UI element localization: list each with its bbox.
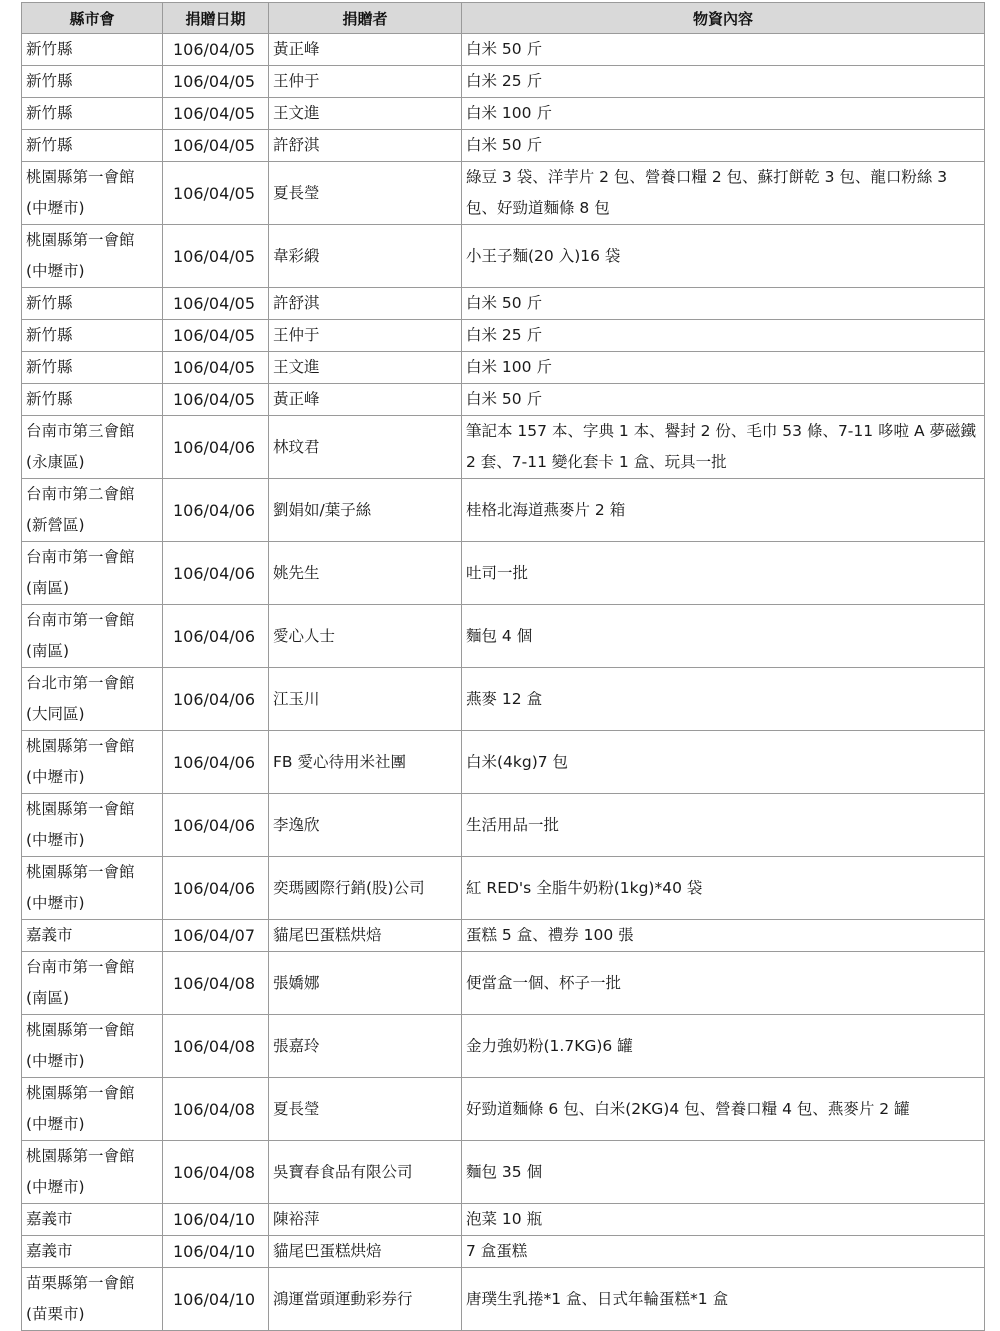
cell-items: 白米 50 斤 <box>462 34 985 66</box>
cell-county: 新竹縣 <box>22 320 163 352</box>
cell-donor: 夏長瑩 <box>269 162 462 225</box>
cell-date: 106/04/10 <box>163 1204 269 1236</box>
cell-date: 106/04/05 <box>163 320 269 352</box>
table-row <box>22 668 985 731</box>
cell-donor: 吳寶春食品有限公司 <box>269 1141 462 1204</box>
cell-date: 106/04/05 <box>163 162 269 225</box>
cell-county: 桃園縣第一會館 (中壢市) <box>22 731 163 794</box>
cell-items: 筆記本 157 本、字典 1 本、譽封 2 份、毛巾 53 條、7-11 哆啦 A 夢磁鐵 2 套、7-11 變化套卡 1 盒、玩具一批 <box>462 416 985 479</box>
cell-date: 106/04/05 <box>163 130 269 162</box>
cell-date: 106/04/05 <box>163 98 269 130</box>
cell-county: 桃園縣第一會館 (中壢市) <box>22 794 163 857</box>
cell-date: 106/04/05 <box>163 384 269 416</box>
cell-donor: 王文進 <box>269 352 462 384</box>
cell-items: 綠豆 3 袋、洋芋片 2 包、營養口糧 2 包、蘇打餅乾 3 包、龍口粉絲 3 包、好勁道麵條 8 包 <box>462 162 985 225</box>
table-row <box>22 1236 985 1268</box>
cell-items: 蛋糕 5 盒、禮券 100 張 <box>462 920 985 952</box>
cell-donor: 許舒淇 <box>269 130 462 162</box>
table-row <box>22 352 985 384</box>
cell-county: 嘉義市 <box>22 1236 163 1268</box>
table-row <box>22 162 985 225</box>
table-row <box>22 416 985 479</box>
cell-items: 白米 50 斤 <box>462 288 985 320</box>
cell-items: 金力強奶粉(1.7KG)6 罐 <box>462 1015 985 1078</box>
table-row <box>22 98 985 130</box>
cell-date: 106/04/08 <box>163 1015 269 1078</box>
table-row <box>22 542 985 605</box>
table-row <box>22 130 985 162</box>
table-row <box>22 794 985 857</box>
cell-county: 桃園縣第一會館 (中壢市) <box>22 225 163 288</box>
cell-donor: 林玟君 <box>269 416 462 479</box>
cell-donor: 王仲于 <box>269 66 462 98</box>
cell-items: 好勁道麵條 6 包、白米(2KG)4 包、營養口糧 4 包、燕麥片 2 罐 <box>462 1078 985 1141</box>
table-row <box>22 320 985 352</box>
cell-county: 桃園縣第一會館 (中壢市) <box>22 1078 163 1141</box>
cell-donor: 姚先生 <box>269 542 462 605</box>
cell-county: 新竹縣 <box>22 34 163 66</box>
header-row <box>22 3 985 34</box>
cell-donor: 王仲于 <box>269 320 462 352</box>
cell-donor: 張嘉玲 <box>269 1015 462 1078</box>
table-body <box>22 34 985 1331</box>
table-row <box>22 288 985 320</box>
table-row <box>22 225 985 288</box>
cell-county: 嘉義市 <box>22 1204 163 1236</box>
cell-county: 嘉義市 <box>22 920 163 952</box>
table-row <box>22 605 985 668</box>
cell-county: 台南市第一會館 (南區) <box>22 952 163 1015</box>
cell-donor: 江玉川 <box>269 668 462 731</box>
cell-donor: 貓尾巴蛋糕烘焙 <box>269 920 462 952</box>
cell-county: 桃園縣第一會館 (中壢市) <box>22 1141 163 1204</box>
cell-county: 桃園縣第一會館 (中壢市) <box>22 162 163 225</box>
cell-date: 106/04/05 <box>163 225 269 288</box>
table-row <box>22 1015 985 1078</box>
cell-items: 白米 100 斤 <box>462 352 985 384</box>
cell-items: 燕麥 12 盒 <box>462 668 985 731</box>
cell-donor: 鴻運當頭運動彩券行 <box>269 1268 462 1331</box>
table-row <box>22 66 985 98</box>
cell-items: 白米(4kg)7 包 <box>462 731 985 794</box>
cell-date: 106/04/06 <box>163 605 269 668</box>
cell-donor: 許舒淇 <box>269 288 462 320</box>
cell-date: 106/04/06 <box>163 542 269 605</box>
cell-county: 新竹縣 <box>22 98 163 130</box>
cell-items: 麵包 4 個 <box>462 605 985 668</box>
cell-donor: 奕瑪國際行銷(股)公司 <box>269 857 462 920</box>
cell-donor: 貓尾巴蛋糕烘焙 <box>269 1236 462 1268</box>
cell-county: 台南市第二會館 (新營區) <box>22 479 163 542</box>
cell-date: 106/04/06 <box>163 416 269 479</box>
cell-county: 台南市第一會館 (南區) <box>22 542 163 605</box>
cell-donor: 韋彩緞 <box>269 225 462 288</box>
cell-county: 新竹縣 <box>22 66 163 98</box>
cell-items: 白米 100 斤 <box>462 98 985 130</box>
cell-date: 106/04/06 <box>163 794 269 857</box>
cell-items: 吐司一批 <box>462 542 985 605</box>
cell-donor: 李逸欣 <box>269 794 462 857</box>
table-row <box>22 1141 985 1204</box>
header-donor: 捐贈者 <box>269 3 462 34</box>
cell-date: 106/04/10 <box>163 1236 269 1268</box>
cell-items: 麵包 35 個 <box>462 1141 985 1204</box>
cell-date: 106/04/05 <box>163 352 269 384</box>
cell-items: 白米 25 斤 <box>462 66 985 98</box>
cell-donor: FB 愛心待用米社團 <box>269 731 462 794</box>
cell-items: 7 盒蛋糕 <box>462 1236 985 1268</box>
cell-county: 新竹縣 <box>22 384 163 416</box>
cell-donor: 王文進 <box>269 98 462 130</box>
cell-county: 新竹縣 <box>22 288 163 320</box>
cell-donor: 夏長瑩 <box>269 1078 462 1141</box>
cell-county: 新竹縣 <box>22 352 163 384</box>
cell-county: 台北市第一會館 (大同區) <box>22 668 163 731</box>
header-county: 縣市會 <box>22 3 163 34</box>
cell-items: 白米 25 斤 <box>462 320 985 352</box>
table-row <box>22 1268 985 1331</box>
cell-county: 桃園縣第一會館 (中壢市) <box>22 857 163 920</box>
cell-items: 白米 50 斤 <box>462 130 985 162</box>
cell-items: 小王子麵(20 入)16 袋 <box>462 225 985 288</box>
cell-county: 台南市第三會館 (永康區) <box>22 416 163 479</box>
cell-date: 106/04/06 <box>163 479 269 542</box>
table-row <box>22 34 985 66</box>
cell-date: 106/04/07 <box>163 920 269 952</box>
table-header <box>22 3 985 34</box>
table-row <box>22 384 985 416</box>
cell-date: 106/04/06 <box>163 857 269 920</box>
cell-date: 106/04/08 <box>163 1141 269 1204</box>
cell-county: 桃園縣第一會館 (中壢市) <box>22 1015 163 1078</box>
header-date: 捐贈日期 <box>163 3 269 34</box>
table-row <box>22 479 985 542</box>
cell-date: 106/04/06 <box>163 731 269 794</box>
header-items: 物資內容 <box>462 3 985 34</box>
cell-date: 106/04/10 <box>163 1268 269 1331</box>
cell-items: 唐璞生乳捲*1 盒、日式年輪蛋糕*1 盒 <box>462 1268 985 1331</box>
cell-date: 106/04/08 <box>163 1078 269 1141</box>
table-row <box>22 1078 985 1141</box>
cell-donor: 劉娟如/葉子絲 <box>269 479 462 542</box>
cell-date: 106/04/08 <box>163 952 269 1015</box>
cell-donor: 黃正峰 <box>269 384 462 416</box>
cell-items: 泡菜 10 瓶 <box>462 1204 985 1236</box>
donation-table <box>21 2 985 1331</box>
cell-donor: 陳裕萍 <box>269 1204 462 1236</box>
cell-items: 白米 50 斤 <box>462 384 985 416</box>
cell-date: 106/04/05 <box>163 66 269 98</box>
table-row <box>22 731 985 794</box>
cell-date: 106/04/05 <box>163 34 269 66</box>
cell-items: 桂格北海道燕麥片 2 箱 <box>462 479 985 542</box>
cell-items: 生活用品一批 <box>462 794 985 857</box>
cell-items: 紅 RED's 全脂牛奶粉(1kg)*40 袋 <box>462 857 985 920</box>
cell-donor: 張嬌娜 <box>269 952 462 1015</box>
cell-county: 台南市第一會館 (南區) <box>22 605 163 668</box>
cell-date: 106/04/06 <box>163 668 269 731</box>
cell-donor: 黃正峰 <box>269 34 462 66</box>
cell-donor: 愛心人士 <box>269 605 462 668</box>
cell-date: 106/04/05 <box>163 288 269 320</box>
table-row <box>22 952 985 1015</box>
cell-county: 苗栗縣第一會館 (苗栗市) <box>22 1268 163 1331</box>
cell-items: 便當盒一個、杯子一批 <box>462 952 985 1015</box>
table-row <box>22 920 985 952</box>
table-row <box>22 857 985 920</box>
table-row <box>22 1204 985 1236</box>
cell-county: 新竹縣 <box>22 130 163 162</box>
